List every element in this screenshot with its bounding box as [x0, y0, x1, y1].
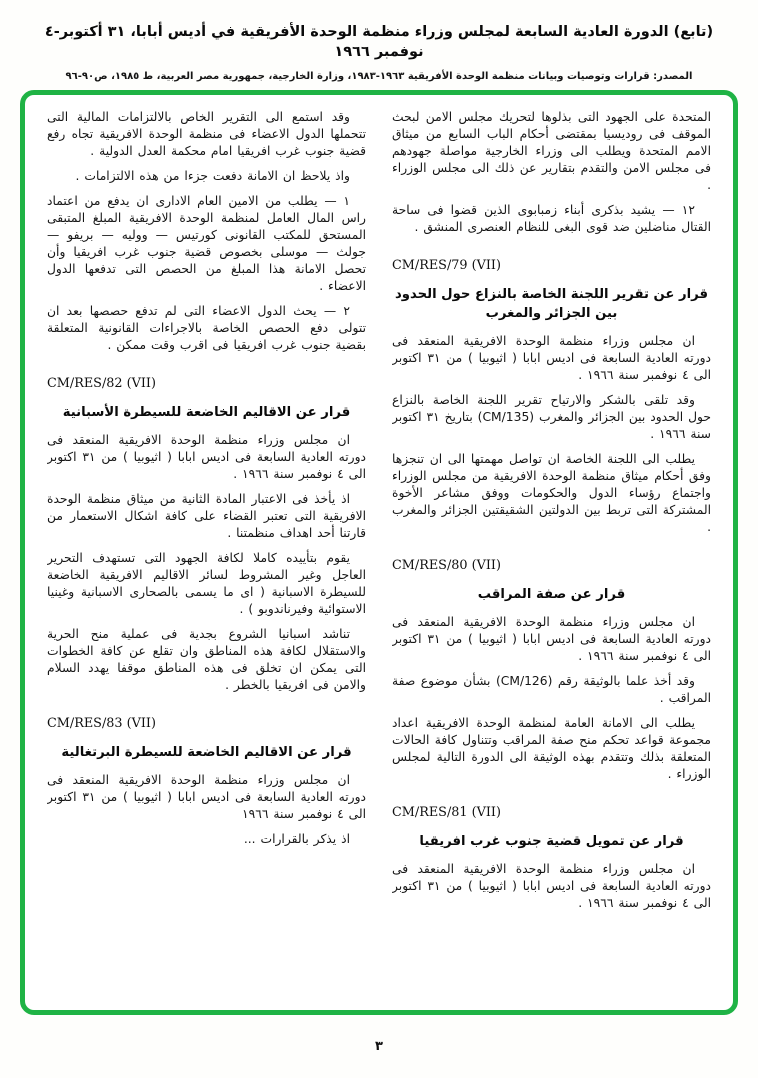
resolution-code-82: CM/RES/82 (VII): [47, 376, 156, 391]
document-frame: [20, 90, 738, 1015]
paragraph: ان مجلس وزراء منظمة الوحدة الافريقية المنعقد فى دورته العادية السابعة فى اديس ابابا ( اثيوبيا ) من ٣١ اكتوبر الى ٤ نوفمبر سنة ١٩٦٦ .: [392, 334, 711, 382]
resolution-code-80: CM/RES/80 (VII): [392, 558, 501, 573]
page-header: [20, 22, 738, 82]
paragraph: ان مجلس وزراء منظمة الوحدة الافريقية المنعقد فى دورته العادية السابعة فى اديس ابابا ( اثيوبيا ) من ٣١ اكتوبر الى ٤ نوفمبر سنة ١٩٦٦ .: [392, 615, 711, 663]
column-right: [392, 109, 711, 1000]
paragraph: ان مجلس وزراء منظمة الوحدة الافريقية المنعقد فى دورته العادية السابعة فى اديس ابابا ( اثيوبيا ) من ٣١ اكتوبر الى ٤ نوفمبر سنة ١٩٦٦ .: [392, 862, 711, 910]
paragraph: اذ يذكر بالقرارات ...: [243, 832, 350, 846]
paragraph: وقد أخذ علما بالوثيقة رقم (CM/126) بشأن موضوع صفة المراقب .: [392, 674, 711, 705]
numbered-clause-12: ١٢ — يشيد بذكرى أبناء زمبابوى الذين قضوا فى ساحة القتال مناضلين ضد قوى البغى للنظام العنصرى المنشق .: [392, 203, 711, 234]
column-left: [47, 109, 366, 1000]
paragraph: ان مجلس وزراء منظمة الوحدة الافريقية المنعقد فى دورته العادية السابعة فى اديس ابابا ( اثيوبيا ) من ٣١ اكتوبر الى ٤ نوفمبر سنة ١٩٦٦: [47, 773, 366, 821]
resolution-code-83: CM/RES/83 (VII): [47, 716, 156, 731]
resolution-title-82: قرار عن الاقاليم الخاضعة للسيطرة الأسبانية: [62, 405, 351, 420]
paragraph-continuation: المتحدة على الجهود التى بذلوها لتحريك مجلس الامن لبحث الموقف فى روديسيا بمقتضى أحكام الباب السابع من ميثاق الامم المتحدة ويطلب الى وزراء الخارجية مواصلة جهودهم فى مجلس الامن والتقدم بتقارير عن ذلك الى مجلس الوزراء .: [392, 110, 711, 192]
numbered-clause-1: ١ — يطلب من الامين العام الادارى ان يدفع من اعتماد راس المال العامل لمنظمة الوحدة الافريقية المبلغ المتبقى المستحق للمكتب القانونى كورتيس — ووليه — بريفو — جولث — موسلى بخصوص قضية جنوب غرب افريقيا وأن تحصل الامانة هذا المبلغ من الحصص التى تدفعها الدول الاعضاء .: [47, 194, 366, 293]
document-content: [25, 95, 733, 1010]
page-number: ٣: [375, 1039, 383, 1054]
paragraph: واذ يلاحظ ان الامانة دفعت جزءا من هذه الالتزامات .: [75, 169, 350, 183]
resolution-title-79: قرار عن تقرير اللجنة الخاصة بالنزاع حول الحدود بين الجزائر والمغرب: [395, 287, 708, 321]
resolution-code-81: CM/RES/81 (VII): [392, 805, 501, 820]
paragraph: ان مجلس وزراء منظمة الوحدة الافريقية المنعقد فى دورته العادية السابعة فى اديس ابابا ( اثيوبيا ) من ٣١ اكتوبر الى ٤ نوفمبر سنة ١٩٦٦ .: [47, 433, 366, 481]
paragraph: يقوم بتأييده كاملا لكافة الجهود التى تستهدف التحرير العاجل وغير المشروط لسائر الاقاليم الافريقية الخاضعة للسيطرة الاسبانية ( اى ما يسمى بالصحارى الاسبانية وغينيا الاستوائية وفيرناندوبو ) .: [47, 551, 366, 616]
resolution-code-79: CM/RES/79 (VII): [392, 258, 501, 273]
paragraph: اذ يأخذ فى الاعتبار المادة الثانية من ميثاق منظمة الوحدة الافريقية التى تعتبر القضاء على كافة اشكال الاستعمار من قارتنا أحد اهداف منظمتنا .: [47, 492, 366, 540]
resolution-title-81: قرار عن تمويل قضية جنوب غرب افريقيا: [419, 834, 684, 849]
paragraph: يطلب الى اللجنة الخاصة ان تواصل مهمتها الى ان تنجزها وفق أحكام ميثاق منظمة الوحدة الافريقية من مجلس الوزراء واجتماع رؤساء الدول والحكومات ووفق مشاعر الأخوة المشتركة التى تربط بين الدولتين الشقيقتين الجزائر والمغرب .: [392, 452, 711, 534]
paragraph: تناشد اسبانيا الشروع بجدية فى عملية منح الحرية والاستقلال لكافة هذه المناطق وان تقلع عن كافة الخطوات التى يمكن ان تخلق فى هذه المناطق موقفا يهدد السلام والامن فى افريقيا بالخطر .: [47, 627, 366, 692]
paragraph: يطلب الى الامانة العامة لمنظمة الوحدة الافريقية اعداد مجموعة قواعد تحكم منح صفة المراقب وتتناول كافة الحالات المتعلقة بذلك وتتقدم بهذه الوثيقة الى الدورة التالية لمجلس الوزراء .: [392, 716, 711, 781]
numbered-clause-2: ٢ — يحث الدول الاعضاء التى لم تدفع حصصها بعد ان تتولى دفع الحصص الخاصة بالاجراءات القانونية المتعلقة بقضية جنوب غرب افريقيا فى اقرب وقت ممكن .: [47, 304, 366, 352]
source-citation: المصدر: قرارات وتوصيات وبيانات منظمة الوحدة الأفريقية ١٩٦٣-١٩٨٣، وزارة الخارجية، جمهورية مصر العربية، ط ١٩٨٥، ص٩٠-٩٦: [65, 70, 693, 82]
paragraph: وقد استمع الى التقرير الخاص بالالتزامات المالية التى تتحملها الدول الاعضاء فى منظمة الوحدة الافريقية تجاه رفع قضية جنوب غرب افريقيا امام محكمة العدل الدولية .: [47, 110, 366, 158]
resolution-title-83: قرار عن الاقاليم الخاضعة للسيطرة البرتغالية: [61, 745, 352, 760]
paragraph: وقد تلقى بالشكر والارتياح تقرير اللجنة الخاصة بالنزاع حول الحدود بين الجزائر والمغرب (CM/135) بتاريخ ٣١ اكتوبر سنة ١٩٦٦ .: [392, 393, 711, 441]
resolution-title-80: قرار عن صفة المراقب: [477, 587, 626, 602]
session-title: (تابع) الدورة العادية السابعة لمجلس وزراء منظمة الوحدة الأفريقية في أديس أبابا، ٣١ أكتوبر-٤ نوفمبر ١٩٦٦: [44, 24, 714, 61]
